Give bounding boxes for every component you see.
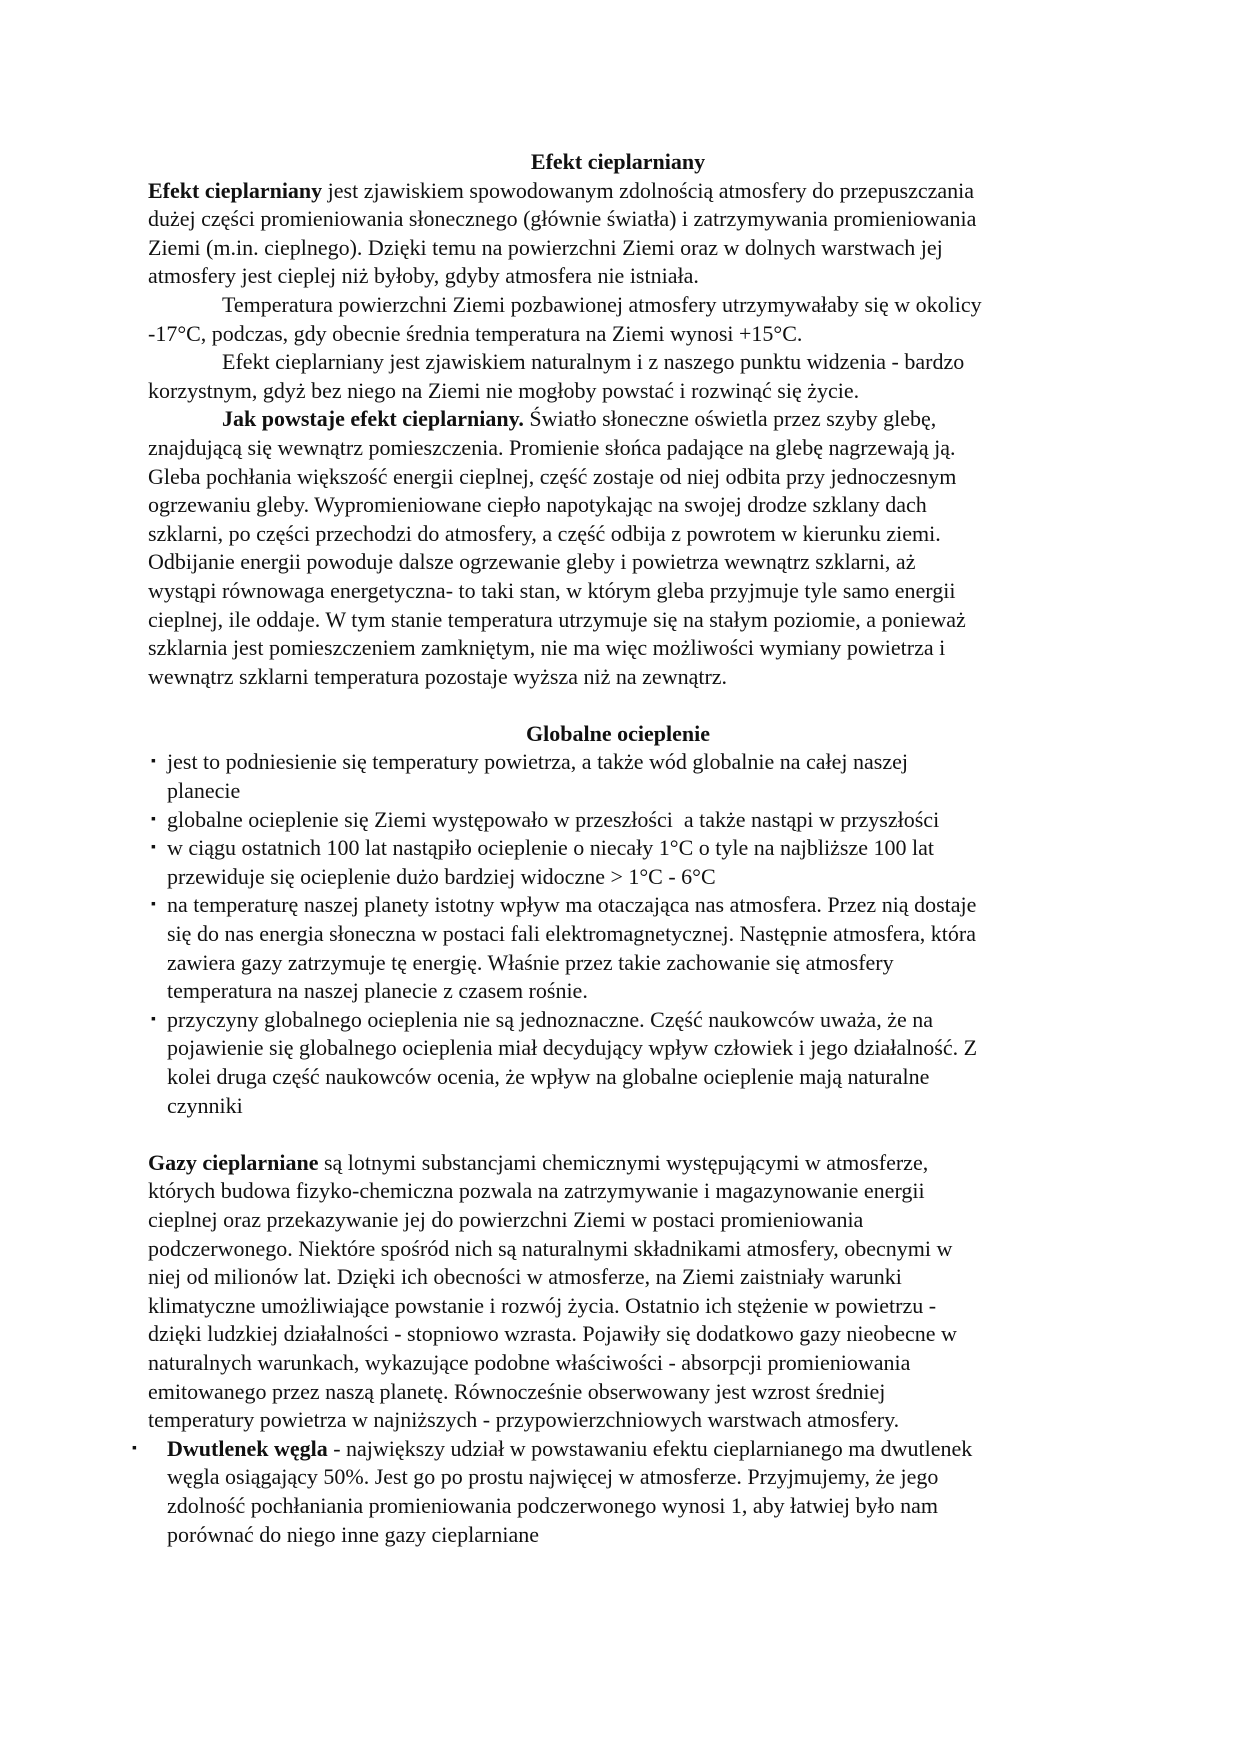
line-text: Efekt cieplarniany jest zjawiskiem naturalnym i z naszego punktu widzenia - bardzo bbox=[222, 349, 965, 375]
section-heading bbox=[148, 720, 1088, 749]
line-text: są lotnymi substancjami chemicznymi występującymi w atmosferze, bbox=[318, 1149, 929, 1175]
bullet-line bbox=[148, 1492, 1088, 1521]
line-text: pojawienie się globalnego ocieplenia miał decydujący wpływ człowiek i jego działalność. Z bbox=[167, 1035, 978, 1061]
line-text: temperatura na naszej planecie z czasem rośnie. bbox=[167, 978, 588, 1004]
line-text: kolei druga część naukowców ocenia, że wpływ na globalne ocieplenie mają naturalne bbox=[167, 1064, 930, 1089]
section-heading bbox=[148, 148, 1088, 177]
bullet-icon: ▪ bbox=[151, 754, 156, 770]
line-text: Odbijanie energii powoduje dalsze ogrzewanie gleby i powietrza wewnątrz szklarni, aż bbox=[148, 549, 916, 575]
text-line bbox=[148, 1292, 1088, 1321]
line-text: - największy udział w powstawaniu efektu cieplarnianego ma dwutlenek bbox=[327, 1435, 973, 1461]
bold-term: Dwutlenek węgla bbox=[167, 1435, 328, 1461]
text-line bbox=[148, 548, 1088, 577]
text-line bbox=[148, 405, 1088, 434]
bullet-icon: ▪ bbox=[132, 1440, 137, 1456]
bold-term: Efekt cieplarniany bbox=[148, 177, 323, 203]
line-text: naturalnych warunkach, wykazujące podobne właściwości - absorpcji promieniowania bbox=[148, 1349, 911, 1375]
bullet-line bbox=[148, 748, 1088, 777]
line-text: ogrzewaniu gleby. Wypromieniowane ciepło napotykając na swojej drodze szklany dach bbox=[148, 492, 927, 518]
bullet-line bbox=[148, 777, 1088, 806]
text-line bbox=[148, 262, 1088, 291]
bullet-icon: ▪ bbox=[151, 897, 156, 913]
document-page bbox=[132, 148, 1088, 1549]
text-line bbox=[148, 348, 1088, 377]
text-line bbox=[148, 1378, 1088, 1407]
line-text: niej od milionów lat. Dzięki ich obecności w atmosferze, na Ziemi zaistniały warunki bbox=[148, 1264, 902, 1290]
bullet-icon: ▪ bbox=[151, 840, 156, 856]
line-text: przewiduje się ocieplenie dużo bardziej widoczne > 1°C - 6°C bbox=[167, 863, 716, 889]
bold-term: Globalne ocieplenie bbox=[526, 720, 710, 746]
bullet-line bbox=[148, 1092, 1088, 1121]
line-text: na temperaturę naszej planety istotny wpływ ma otaczająca nas atmosfera. Przez nią dostaje bbox=[167, 892, 977, 918]
text-line bbox=[148, 1320, 1088, 1349]
text-line bbox=[148, 205, 1088, 234]
bullet-line bbox=[148, 806, 1088, 835]
text-line bbox=[148, 177, 1088, 206]
line-text: dużej części promieniowania słonecznego (głównie światła) i zatrzymywania promieniowania bbox=[148, 206, 977, 232]
line-text: jest zjawiskiem spowodowanym zdolnością atmosfery do przepuszczania bbox=[322, 177, 975, 203]
text-line bbox=[148, 320, 1088, 349]
text-line bbox=[148, 1149, 1088, 1178]
bullet-line bbox=[148, 1006, 1088, 1035]
bullet-line bbox=[148, 891, 1088, 920]
line-text: w ciągu ostatnich 100 lat nastąpiło ocieplenie o niecały 1°C o tyle na najbliższe 100 lat bbox=[167, 835, 934, 861]
bullet-line bbox=[132, 1435, 1088, 1464]
line-text: Ziemi (m.in. cieplnego). Dzięki temu na powierzchni Ziemi oraz w dolnych warstwach jej bbox=[148, 234, 943, 260]
text-line bbox=[148, 434, 1088, 463]
line-text: klimatyczne umożliwiające powstanie i rozwój życia. Ostatnio ich stężenie w powietrzu - bbox=[148, 1292, 937, 1318]
text-line bbox=[148, 377, 1088, 406]
text-line bbox=[148, 1177, 1088, 1206]
text-line bbox=[148, 491, 1088, 520]
line-text: Światło słoneczne oświetla przez szyby glebę, bbox=[523, 406, 937, 432]
bullet-line bbox=[148, 1463, 1088, 1492]
line-text: atmosfery jest cieplej niż byłoby, gdyby atmosfera nie istniała. bbox=[148, 263, 699, 289]
line-text: -17°C, podczas, gdy obecnie średnia temperatura na Ziemi wynosi +15°C. bbox=[148, 320, 803, 346]
text-line bbox=[148, 463, 1088, 492]
bullet-line bbox=[148, 863, 1088, 892]
line-text: czynniki bbox=[167, 1092, 243, 1118]
bullet-line bbox=[148, 949, 1088, 978]
line-text: planecie bbox=[167, 778, 241, 804]
line-text: znajdującą się wewnątrz pomieszczenia. Promienie słońca padające na glebę nagrzewają ją. bbox=[148, 434, 956, 460]
text-line bbox=[148, 1263, 1088, 1292]
line-text: szklarnia jest pomieszczeniem zamkniętym, nie ma więc możliwości wymiany powietrza i bbox=[148, 635, 946, 661]
line-text: podczerwonego. Niektóre spośród nich są naturalnymi składnikami atmosfery, obecnymi w bbox=[148, 1235, 953, 1261]
line-text: cieplnej, ile oddaje. W tym stanie temperatura utrzymuje się na stałym poziomie, a ponieważ bbox=[148, 606, 966, 632]
line-text: korzystnym, gdyż bez niego na Ziemi nie mogłoby powstać i rozwinąć się życie. bbox=[148, 377, 860, 403]
text-line bbox=[148, 1349, 1088, 1378]
bold-term: Jak powstaje efekt cieplarniany. bbox=[222, 406, 524, 432]
line-text: emitowanego przez naszą planetę. Równocześnie obserwowany jest wzrost średniej bbox=[148, 1378, 886, 1404]
text-line bbox=[148, 520, 1088, 549]
line-text: porównać do niego inne gazy cieplarniane bbox=[167, 1521, 540, 1547]
bullet-line bbox=[148, 920, 1088, 949]
text-line bbox=[148, 1206, 1088, 1235]
line-text: globalne ocieplenie się Ziemi występowało w przeszłości a także nastąpi w przyszłości bbox=[167, 806, 940, 832]
text-line bbox=[148, 663, 1088, 692]
line-text: cieplnej oraz przekazywanie jej do powierzchni Ziemi w postaci promieniowania bbox=[148, 1206, 864, 1232]
line-text: jest to podniesienie się temperatury powietrza, a także wód globalnie na całej naszej bbox=[167, 749, 908, 775]
bullet-line bbox=[148, 977, 1088, 1006]
text-line bbox=[148, 291, 1088, 320]
text-line bbox=[148, 577, 1088, 606]
text-line bbox=[148, 606, 1088, 635]
text-line bbox=[148, 634, 1088, 663]
line-text: przyczyny globalnego ocieplenia nie są jednoznaczne. Część naukowców uważa, że na bbox=[167, 1006, 933, 1032]
line-text: dzięki ludzkiej działalności - stopniowo wzrasta. Pojawiły się dodatkowo gazy nieobecne w bbox=[148, 1321, 957, 1347]
bullet-icon: ▪ bbox=[151, 1011, 156, 1027]
text-line bbox=[148, 234, 1088, 263]
line-text: zawiera gazy zatrzymuje tę energię. Właśnie przez takie zachowanie się atmosfery bbox=[167, 949, 894, 975]
bullet-line bbox=[148, 1063, 1088, 1092]
bullet-line bbox=[148, 834, 1088, 863]
line-text: których budowa fizyko-chemiczna pozwala na zatrzymywanie i magazynowanie energii bbox=[148, 1178, 925, 1204]
line-text: wystąpi równowaga energetyczna- to taki stan, w którym gleba przyjmuje tyle samo energii bbox=[148, 577, 956, 603]
bullet-line bbox=[148, 1034, 1088, 1063]
line-text: się do nas energia słoneczna w postaci fali elektromagnetycznej. Następnie atmosfera, która bbox=[167, 921, 976, 947]
line-text: szklarni, po części przechodzi do atmosfery, a część odbija z powrotem w kierunku ziemi. bbox=[148, 520, 941, 546]
line-text: temperatury powietrza w najniższych - przypowierzchniowych warstwach atmosfery. bbox=[148, 1407, 900, 1433]
line-text: węgla osiągający 50%. Jest go po prostu najwięcej w atmosferze. Przyjmujemy, że jego bbox=[167, 1464, 939, 1490]
text-line bbox=[148, 1406, 1088, 1435]
text-line bbox=[148, 691, 1088, 720]
bullet-icon: ▪ bbox=[151, 811, 156, 827]
line-text: Temperatura powierzchni Ziemi pozbawionej atmosfery utrzymywałaby się w okolicy bbox=[222, 291, 982, 317]
bullet-line bbox=[148, 1521, 1088, 1550]
bold-term: Efekt cieplarniany bbox=[530, 149, 706, 174]
line-text: Gleba pochłania większość energii cieplnej, część zostaje od niej odbita przy jednoczesnym bbox=[148, 463, 957, 489]
line-text: zdolność pochłaniania promieniowania podczerwonego wynosi 1, aby łatwiej było nam bbox=[167, 1492, 939, 1518]
text-line bbox=[148, 1120, 1088, 1149]
text-line bbox=[148, 1235, 1088, 1264]
line-text: wewnątrz szklarni temperatura pozostaje wyższa niż na zewnątrz. bbox=[148, 663, 728, 689]
bold-term: Gazy cieplarniane bbox=[148, 1149, 319, 1175]
